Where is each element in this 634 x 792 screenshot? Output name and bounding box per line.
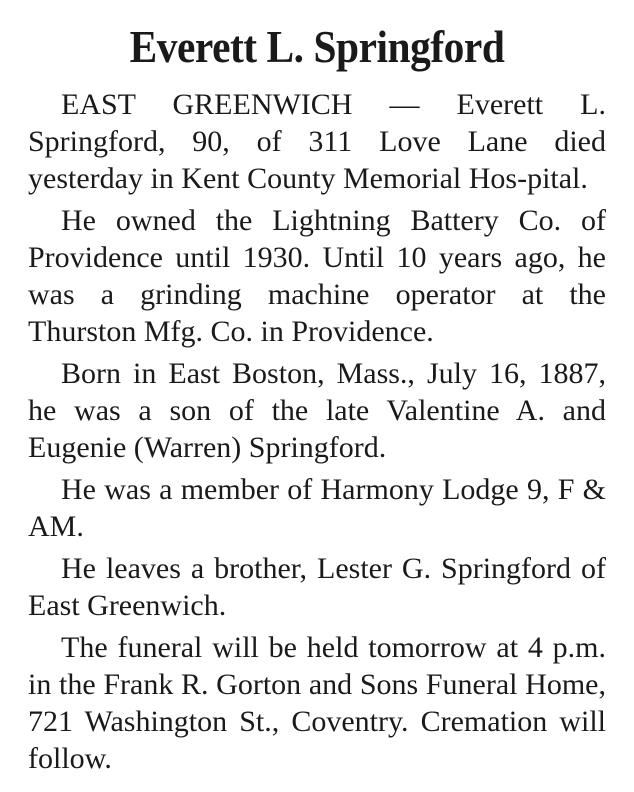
obituary-paragraph-birth: Born in East Boston, Mass., July 16, 1887, he was a son of the late Valentine A. and Eugenie (Warren) Springford. [28,357,606,464]
obituary-paragraph-career: He owned the Lightning Battery Co. of Providence until 1930. Until 10 years ago, he was a grinding machine operator at the Thurston Mfg. Co. in Providence. [28,204,606,348]
obituary-paragraph-survivors: He leaves a brother, Lester G. Springford of East Greenwich. [28,552,606,622]
obituary-body [28,86,606,777]
obituary-headline: Everett L. Springford [129,22,505,72]
obituary-paragraph-funeral: The funeral will be held tomorrow at 4 p.m. in the Frank R. Gorton and Sons Funeral Home, 721 Washington St., Coventry. Cremation will follow. [28,631,606,775]
obituary-paragraph-death-notice: EAST GREENWICH — Everett L. Springford, 90, of 311 Love Lane died yesterday in Kent County Memorial Hos-pital. [28,88,606,195]
obituary-paragraph-membership: He was a member of Harmony Lodge 9, F & AM. [28,473,606,543]
